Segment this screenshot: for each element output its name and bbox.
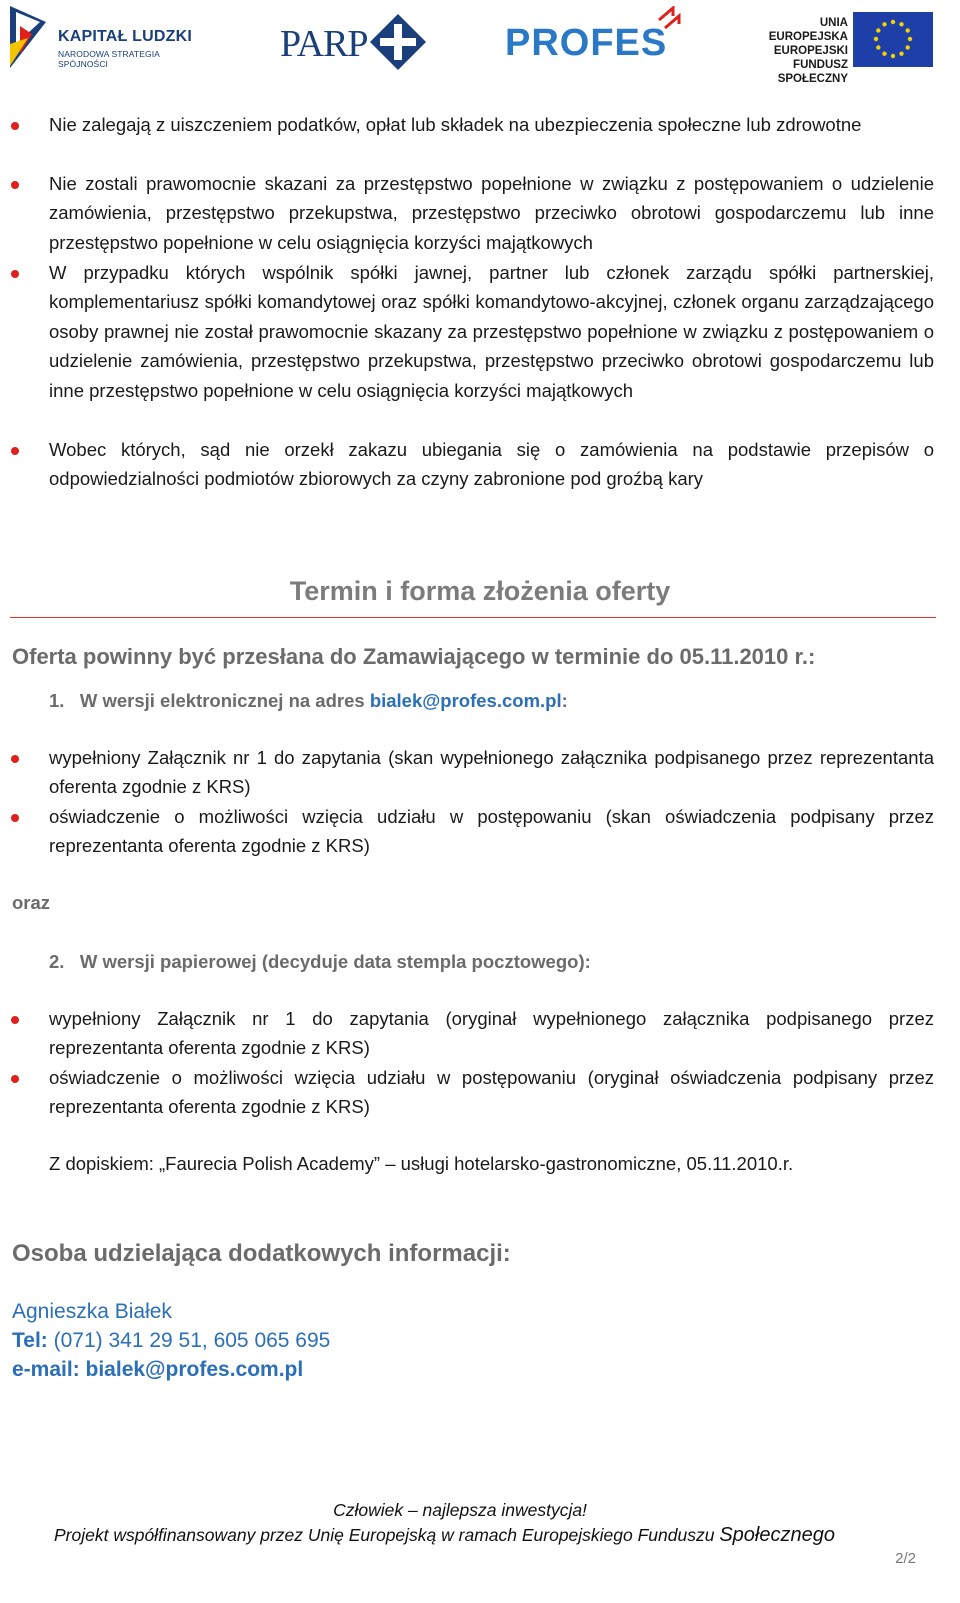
bullet-icon [11, 1016, 19, 1024]
parp-logo [280, 10, 440, 70]
footer-slogan: Człowiek – najlepsza inwestycja! [333, 1500, 587, 1520]
page-number: 2/2 [895, 1550, 916, 1567]
eu-logo [740, 12, 940, 85]
eu-flag-icon [853, 12, 933, 67]
eu-line-2: EUROPEJSKI [773, 45, 848, 57]
offer-deadline: Oferta powinny być przesłana do Zamawiającego w terminie do 05.11.2010 r.: [12, 644, 816, 669]
bullet-icon [11, 814, 19, 822]
paper-item: oświadczenie o możliwości wzięcia udziału w postępowaniu (oryginał oświadczenia podpisany przez reprezentanta oferenta zgodnie z KRS) [49, 1067, 934, 1118]
bullet-icon [11, 755, 19, 763]
phone-label: Tel: [12, 1329, 48, 1352]
kapital-ludzki-subtitle: NARODOWA STRATEGIA SPÓJNOŚCI [58, 49, 160, 69]
header-logos [0, 0, 960, 85]
paper-number: 2. [49, 951, 65, 972]
paper-version-heading [49, 951, 591, 973]
electronic-version-heading [49, 690, 568, 712]
paper-label: W wersji papierowej (decyduje data stempla pocztowego): [79, 951, 591, 972]
heading-rule [10, 617, 936, 618]
contact-heading: Osoba udzielająca dodatkowych informacji: [12, 1240, 511, 1267]
contact-email-link[interactable]: e-mail: bialek@profes.com.pl [12, 1358, 304, 1381]
bullet-icon [11, 270, 19, 278]
profes-text: PROFES [505, 22, 668, 64]
kapital-ludzki-title: KAPITAŁ LUDZKI [58, 28, 193, 45]
section-heading: Termin i forma złożenia oferty [289, 576, 671, 606]
eu-line-1: UNIA EUROPEJSKA [768, 17, 848, 43]
condition-item: Wobec których, sąd nie orzekł zakazu ubiegania się o zamówienia na podstawie przepisów o odpowiedzialności podmiotów zbiorowych za czyny zabronione pod groźbą kary [49, 439, 934, 490]
condition-item: Nie zalegają z uiszczeniem podatków, opłat lub składek na ubezpieczenia społeczne lub zdrowotne [49, 114, 862, 135]
electronic-number: 1. [49, 690, 65, 711]
contact-phone [12, 1329, 330, 1353]
phone-value: (071) 341 29 51, 605 065 695 [47, 1329, 331, 1352]
electronic-colon: : [561, 690, 568, 711]
footer-project [54, 1524, 835, 1547]
footer-project-text: Projekt współfinansowany przez Unię Europejską w ramach Europejskiego Funduszu [54, 1525, 720, 1545]
kapital-ludzki-logo [6, 4, 206, 70]
condition-item: W przypadku których wspólnik spółki jawnej, partner lub członek zarządu spółki partnerskiej, komplementariusz spółki komandytowej oraz spółki komandytowo-akcyjnej, członek organu zarządzającego osoby prawnej nie został prawomocnie skazany za przestępstwo popełnione w związku z postępowaniem o udzielenie zamówienia, przestępstwo przekupstwa, przestępstwo przeciwko obrotowi gospodarczemu lub inne przestępstwo popełnione w celu osiągnięcia korzyści majątkowych [49, 262, 934, 401]
electronic-item: oświadczenie o możliwości wzięcia udziału w postępowaniu (skan oświadczenia podpisany przez reprezentanta oferenta zgodnie z KRS) [49, 806, 934, 857]
bullet-icon [11, 181, 19, 189]
footer-project-end: Społecznego [719, 1524, 835, 1546]
kapital-ludzki-emblem-icon [6, 4, 52, 70]
parp-text: PARP [280, 23, 368, 65]
profes-logo [505, 6, 705, 64]
bullet-icon [11, 447, 19, 455]
paper-item: wypełniony Załącznik nr 1 do zapytania (oryginał wypełnionego załącznika podpisanego przez reprezentanta oferenta zgodnie z KRS) [49, 1008, 934, 1059]
electronic-label: W wersji elektronicznej na adres [79, 690, 370, 711]
oraz-label: oraz [12, 892, 51, 913]
eu-text [740, 16, 848, 86]
profes-accent-icon [655, 6, 687, 38]
electronic-item: wypełniony Załącznik nr 1 do zapytania (skan wypełnionego załącznika podpisanego przez reprezentanta oferenta zgodnie z KRS) [49, 747, 934, 798]
electronic-email-link[interactable]: bialek@profes.com.pl [369, 690, 562, 711]
bullet-icon [11, 122, 19, 130]
parp-emblem-icon [370, 14, 426, 70]
condition-item: Nie zostali prawomocnie skazani za przestępstwo popełnione w związku z postępowaniem o udzielenie zamówienia, przestępstwo przekupstwa, przestępstwo przeciwko obrotowi gospodarczemu lub inne przestępstwo popełnione w celu osiągnięcia korzyści majątkowych [49, 173, 934, 253]
bullet-icon [11, 1075, 19, 1083]
envelope-note: Z dopiskiem: „Faurecia Polish Academy” – usługi hotelarsko-gastronomiczne, 05.11.2010.r. [49, 1153, 794, 1174]
contact-name: Agnieszka Białek [12, 1300, 172, 1323]
eu-line-3: FUNDUSZ SPOŁECZNY [777, 59, 848, 85]
